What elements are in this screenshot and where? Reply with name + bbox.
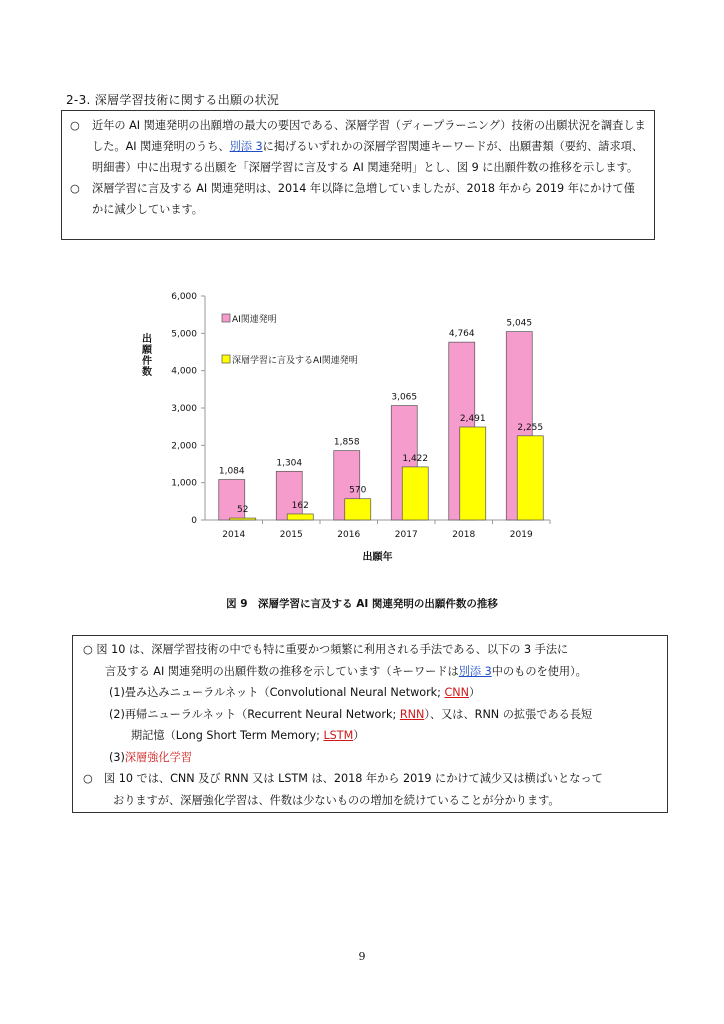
- y-tick-label: 5,000: [171, 329, 197, 340]
- techniques-line-1: [83, 639, 659, 661]
- data-label-ai-2019: 5,045: [506, 318, 533, 329]
- figure-9-chart: [130, 284, 570, 574]
- rnn-keyword: RNN: [399, 707, 425, 721]
- page-number: 9: [358, 950, 366, 963]
- summary-bullet-2: [70, 178, 646, 220]
- summary-text-2: 深層学習に言及する AI 関連発明は、2014 年以降に急増していましたが、2018 年から 2019 年にかけて僅かに減少しています。: [92, 182, 635, 216]
- circle-bullet-icon: ○: [83, 643, 93, 656]
- drl-keyword: 深層強化学習: [124, 750, 192, 764]
- legend-label-1: 深層学習に言及するAI関連発明: [232, 356, 358, 366]
- data-label-ai-2018: 4,764: [448, 329, 475, 340]
- summary-bullet-1: [70, 115, 646, 178]
- technique-drl-num: (3): [109, 750, 125, 764]
- cnn-keyword: CNN: [444, 686, 470, 699]
- legend-swatch-0: [222, 314, 230, 322]
- x-tick-label: 2018: [452, 530, 476, 540]
- technique-lstm: [83, 725, 659, 747]
- x-tick-label: 2017: [394, 530, 418, 540]
- techniques-line-2: [83, 661, 659, 683]
- bar-deep-2018: [460, 427, 486, 520]
- data-label-deep-2016: 570: [349, 485, 367, 496]
- bar-deep-2017: [402, 467, 428, 520]
- techniques-text-2a: 言及する AI 関連発明の出願件数の推移を示しています（キーワードは: [105, 664, 459, 678]
- bar-deep-2015: [287, 514, 313, 520]
- summary-text-1b: に掲げるいずれかの深層学習関連キーワードが、出願書類（要約、請求項、明細書）中に出現する出願を「深層学習に言及する AI 関連発明」とし、図 9 に出願件数の推移を示します。: [92, 140, 644, 174]
- bar-deep-2016: [345, 499, 371, 520]
- data-label-ai-2015: 1,304: [276, 458, 303, 469]
- techniques-box: [72, 635, 668, 813]
- x-axis-title: 出願年: [362, 552, 393, 563]
- data-label-deep-2018: 2,491: [459, 414, 486, 425]
- y-tick-label: 4,000: [171, 366, 197, 377]
- technique-drl: [83, 747, 659, 769]
- data-label-ai-2017: 3,065: [391, 392, 418, 403]
- technique-cnn: [83, 682, 659, 704]
- x-tick-label: 2019: [509, 530, 533, 540]
- y-axis-title-char: 出: [142, 334, 152, 345]
- y-tick-label: 2,000: [171, 441, 197, 452]
- techniques-line-8: おりますが、深層強化学習は、件数は少ないものの増加を続けていることが分かります。: [113, 793, 560, 807]
- appendix-3-link-2[interactable]: 別添 3: [458, 664, 492, 678]
- data-label-deep-2019: 2,255: [517, 422, 544, 433]
- legend-swatch-1: [222, 355, 230, 363]
- data-label-deep-2015: 162: [291, 500, 309, 511]
- data-label-deep-2017: 1,422: [402, 453, 429, 464]
- data-label-deep-2014: 52: [237, 505, 249, 516]
- techniques-line-7: [83, 768, 659, 790]
- bar-ai-2015: [276, 471, 302, 520]
- circle-bullet-icon: ○: [70, 182, 80, 195]
- technique-lstm-close: ）: [353, 729, 365, 742]
- technique-lstm-text: 期記憶（Long Short Term Memory;: [131, 729, 324, 742]
- y-axis-title-char: 件: [142, 356, 152, 367]
- appendix-3-link[interactable]: 別添 3: [229, 140, 263, 153]
- technique-rnn-close: ）、又は、RNN の拡張である長短: [424, 707, 593, 721]
- chart-root: [142, 292, 550, 563]
- technique-cnn-text: (1)畳み込みニューラルネット（Convolutional Neural Network;: [109, 686, 445, 699]
- technique-rnn: [83, 704, 659, 726]
- techniques-text-2b: 中のものを使用）。: [491, 664, 587, 678]
- y-tick-label: 0: [191, 516, 197, 526]
- y-axis-title-char: 願: [142, 345, 152, 356]
- y-tick-label: 1,000: [171, 478, 197, 489]
- summary-text-1: [92, 115, 646, 178]
- summary-text-1a: 近年の AI 関連発明の出願増の最大の要因である、深層学習（ディープラーニング）技術の出願状況を調査しました。AI 関連発明のうち、: [92, 119, 646, 153]
- bar-deep-2019: [517, 436, 543, 520]
- techniques-text-7: 図 10 では、CNN 及び RNN 又は LSTM は、2018 年から 2019 にかけて減少又は横ばいとなって: [103, 772, 603, 785]
- circle-bullet-icon: ○: [70, 119, 80, 132]
- techniques-text-1: 図 10 は、深層学習技術の中でも特に重要かつ頻繁に利用される手法である、以下の 3 手法に: [96, 643, 569, 656]
- data-label-ai-2014: 1,084: [218, 466, 245, 477]
- section-title: 2-3. 深層学習技術に関する出願の状況: [66, 93, 280, 107]
- technique-rnn-text: (2)再帰ニューラルネット（Recurrent Neural Network;: [109, 707, 400, 721]
- x-tick-label: 2015: [279, 530, 303, 540]
- data-label-ai-2016: 1,858: [333, 437, 360, 448]
- figure-caption: 図 9 深層学習に言及する AI 関連発明の出願件数の推移: [226, 598, 498, 610]
- y-tick-label: 3,000: [171, 404, 197, 414]
- summary-box: [61, 110, 655, 240]
- y-tick-label: 6,000: [171, 292, 197, 302]
- x-tick-label: 2016: [337, 530, 361, 540]
- bar-deep-2014: [230, 518, 256, 520]
- x-tick-label: 2014: [222, 530, 246, 540]
- circle-bullet-icon: ○: [83, 772, 93, 785]
- y-axis-title-char: 数: [142, 367, 152, 378]
- technique-cnn-close: ）: [469, 686, 481, 699]
- legend-label-0: AI関連発明: [232, 315, 277, 325]
- lstm-keyword: LSTM: [323, 729, 354, 742]
